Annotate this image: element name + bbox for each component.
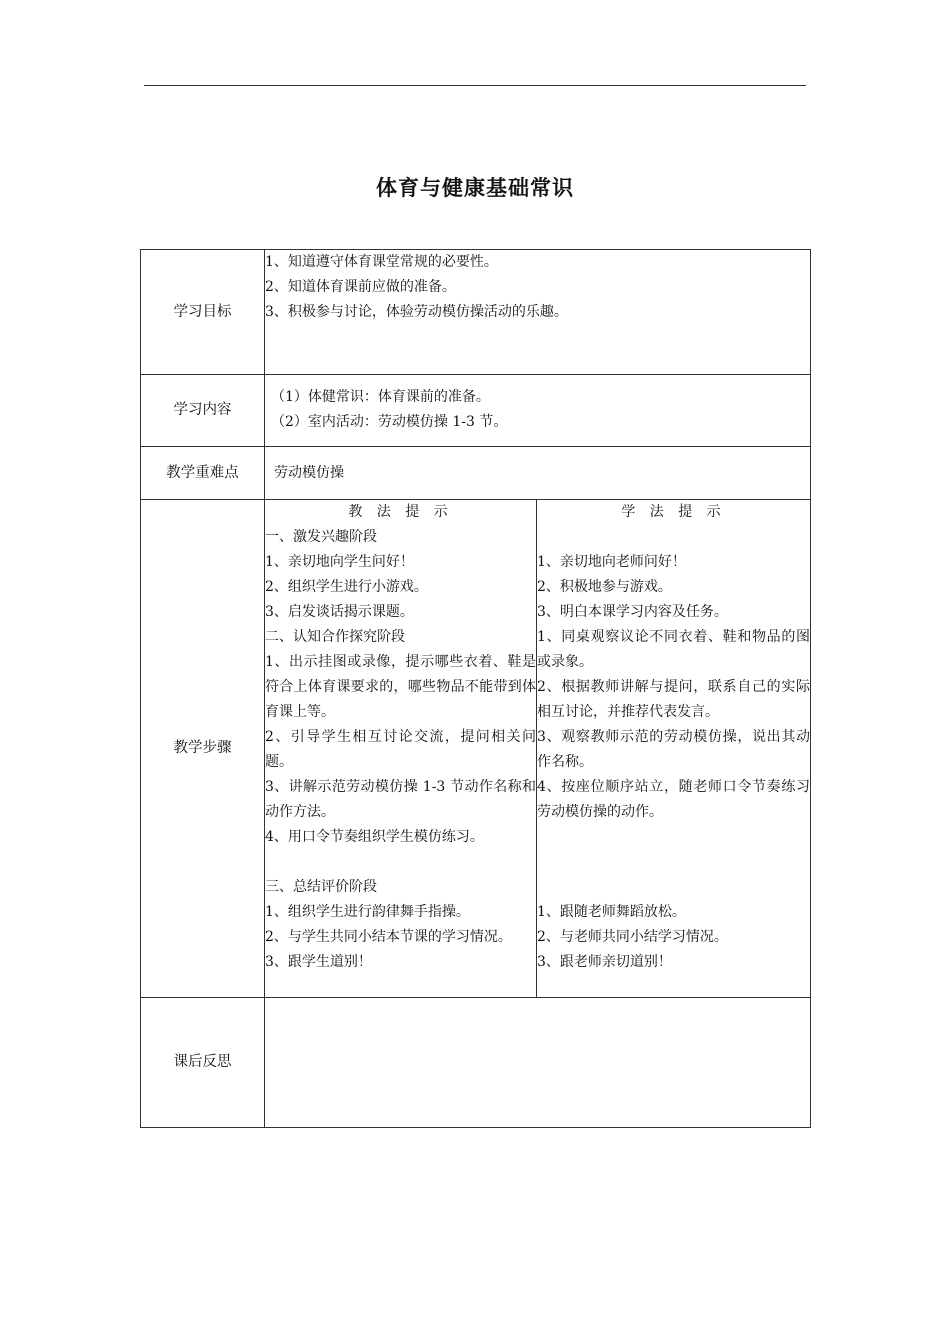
teach-item: 1、出示挂图或录像，提示哪些衣着、鞋是符合上体育课要求的，哪些物品不能带到体育课上等。 bbox=[265, 654, 536, 720]
teach-item: 4、用口令节奏组织学生模仿练习。 bbox=[265, 829, 484, 845]
learn-item: 1、跟随老师舞蹈放松。 bbox=[537, 904, 686, 920]
teach-item: 二、认知合作探究阶段 bbox=[265, 629, 405, 645]
goal-item: 2、知道体育课前应做的准备。 bbox=[265, 279, 456, 295]
learn-item: 3、跟老师亲切道别！ bbox=[537, 954, 672, 970]
teach-item: 1、亲切地向学生问好！ bbox=[265, 554, 414, 570]
key-points-label: 教学重难点 bbox=[141, 447, 265, 500]
learn-spacer bbox=[537, 850, 810, 875]
teach-item: 3、跟学生道别！ bbox=[265, 954, 372, 970]
learn-spacer bbox=[537, 825, 810, 850]
teach-item: 3、启发谈话揭示课题。 bbox=[265, 604, 414, 620]
learn-header: 学 法 提 示 bbox=[621, 504, 726, 520]
goal-item: 1、知道遵守体育课堂常规的必要性。 bbox=[265, 254, 498, 270]
teach-item: 2、与学生共同小结本节课的学习情况。 bbox=[265, 929, 512, 945]
steps-label: 教学步骤 bbox=[141, 500, 265, 998]
header-rule bbox=[144, 85, 806, 86]
content-item: （1）体健常识：体育课前的准备。 bbox=[271, 389, 490, 405]
teach-spacer bbox=[265, 850, 536, 875]
goals-label: 学习目标 bbox=[141, 250, 265, 375]
teach-item: 2、引导学生相互讨论交流，提问相关问题。 bbox=[265, 729, 536, 770]
teach-header: 教 法 提 示 bbox=[348, 504, 453, 520]
learn-item: 2、与老师共同小结学习情况。 bbox=[537, 929, 728, 945]
learn-item: 1、亲切地向老师问好！ bbox=[537, 554, 686, 570]
goals-cell bbox=[265, 250, 811, 375]
content-row bbox=[141, 375, 811, 447]
teach-item: 2、组织学生进行小游戏。 bbox=[265, 579, 428, 595]
teach-item: 3、讲解示范劳动模仿操 1-3 节动作名称和动作方法。 bbox=[265, 779, 536, 820]
goals-row bbox=[141, 250, 811, 375]
key-points-cell: 劳动模仿操 bbox=[265, 447, 811, 500]
learn-item: 3、明白本课学习内容及任务。 bbox=[537, 604, 728, 620]
learn-column bbox=[537, 500, 811, 998]
reflection-row bbox=[141, 998, 811, 1128]
lesson-plan-table bbox=[140, 249, 811, 1128]
teach-column bbox=[265, 500, 537, 998]
teach-item: 1、组织学生进行韵律舞手指操。 bbox=[265, 904, 470, 920]
learn-item: 2、根据教师讲解与提问，联系自己的实际相互讨论，并推荐代表发言。 bbox=[537, 679, 810, 720]
learn-item: 4、按座位顺序站立，随老师口令节奏练习劳动模仿操的动作。 bbox=[537, 779, 810, 820]
page-title: 体育与健康基础常识 bbox=[376, 176, 574, 200]
content-cell bbox=[265, 375, 811, 447]
learn-item: 2、积极地参与游戏。 bbox=[537, 579, 672, 595]
content-label: 学习内容 bbox=[141, 375, 265, 447]
learn-item: 1、同桌观察议论不同衣着、鞋和物品的图或录象。 bbox=[537, 629, 810, 670]
learn-spacer bbox=[537, 525, 810, 550]
goal-item: 3、积极参与讨论，体验劳动模仿操活动的乐趣。 bbox=[265, 304, 568, 320]
reflection-cell bbox=[265, 998, 811, 1128]
key-points-row bbox=[141, 447, 811, 500]
teach-item: 一、激发兴趣阶段 bbox=[265, 529, 377, 545]
reflection-label: 课后反思 bbox=[141, 998, 265, 1128]
content-item: （2）室内活动：劳动模仿操 1-3 节。 bbox=[271, 414, 508, 430]
learn-item: 3、观察教师示范的劳动模仿操，说出其动作名称。 bbox=[537, 729, 810, 770]
steps-row bbox=[141, 500, 811, 998]
learn-spacer bbox=[537, 875, 810, 900]
teach-item: 三、总结评价阶段 bbox=[265, 879, 377, 895]
